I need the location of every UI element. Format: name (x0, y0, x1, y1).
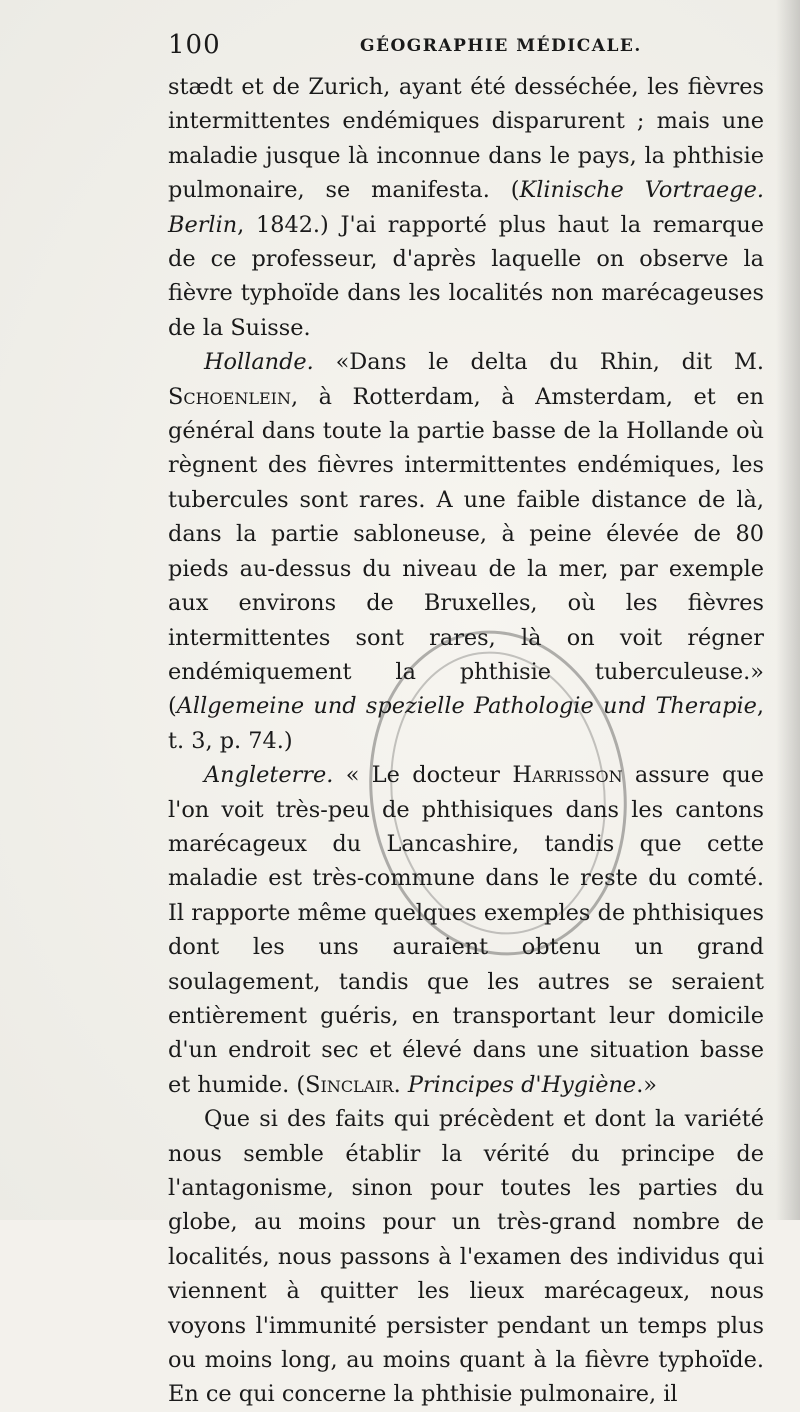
running-title: GÉOGRAPHIE MÉDICALE. (360, 36, 642, 56)
page-edge-shadow (776, 0, 800, 1220)
text-segment: Que si des faits qui précèdent et dont la variété nous semble établir la vérité du principe de l'antagonisme, sinon pour toutes les parties du globe, au moins pour un très-grand nombre de localités, nous passons à l'examen des individus qui viennent à quitter les lieux marécageux, nous voyons l'immunité persister pendant un temps plus ou moins long, au moins quant à la fièvre typhoïde. En ce qui concerne la phthisie pulmonaire, il (168, 1106, 764, 1408)
text-segment: .» (636, 1071, 658, 1098)
italic-reference: Klinische Vortraege. Berlin (168, 177, 764, 238)
section-heading-hollande: Hollande. (204, 349, 314, 376)
page-header (168, 30, 768, 60)
italic-reference: Principes d'Hygiène (407, 1071, 637, 1098)
text-segment: . (393, 1071, 408, 1098)
section-heading-angleterre: Angleterre. (204, 762, 334, 789)
text-segment: «Dans le delta du Rhin, dit M. (313, 349, 764, 376)
paragraph-zurich (168, 70, 764, 345)
author-name: Schoenlein (168, 383, 291, 410)
page-number: 100 (168, 30, 221, 60)
text-segment: , à Rotterdam, à Amsterdam, et en général dans toute la partie basse de la Hollande où règnent des fièvres intermittentes endémiques, les tubercules sont rares. A une faible distance de là, dans la partie sabloneuse, à peine élevée de 80 pieds au-dessus du niveau de la mer, par exemple aux environs de Bruxelles, où les fièvres intermittentes sont rares, là on voit régner endémiquement la phthisie tuberculeuse.» ( (168, 383, 764, 720)
text-segment: « Le docteur (333, 762, 513, 789)
text-segment: stædt et de Zurich, ayant été desséchée, les fièvres intermittentes endémiques disparurent ; mais une maladie jusque là inconnue dans le pays, la phthisie pulmonaire, se manifesta. ( (168, 74, 764, 204)
italic-reference: Allgemeine und spezielle Pathologie und Therapie (176, 693, 757, 720)
text-segment: , t. 3, p. 74.) (168, 693, 764, 754)
paragraph-antagonisme (168, 1102, 764, 1412)
author-name: Harrisson (512, 762, 623, 789)
author-name: Sinclair (305, 1071, 394, 1098)
text-segment: assure que l'on voit très-peu de phthisiques dans les cantons marécageux du Lancashire, tandis que cette maladie est très-commune dans le reste du comté. Il rapporte même quelques exemples de phthisiques dont les uns auraient obtenu un grand soulagement, tandis que les autres se seraient entièrement guéris, en transportant leur domicile d'un endroit sec et élevé dans une situation basse et humide. ( (168, 762, 764, 1098)
text-segment: , 1842.) J'ai rapporté plus haut la remarque de ce professeur, d'après laquelle on observe la fièvre typhoïde dans les localités non marécageuses de la Suisse. (168, 211, 764, 341)
